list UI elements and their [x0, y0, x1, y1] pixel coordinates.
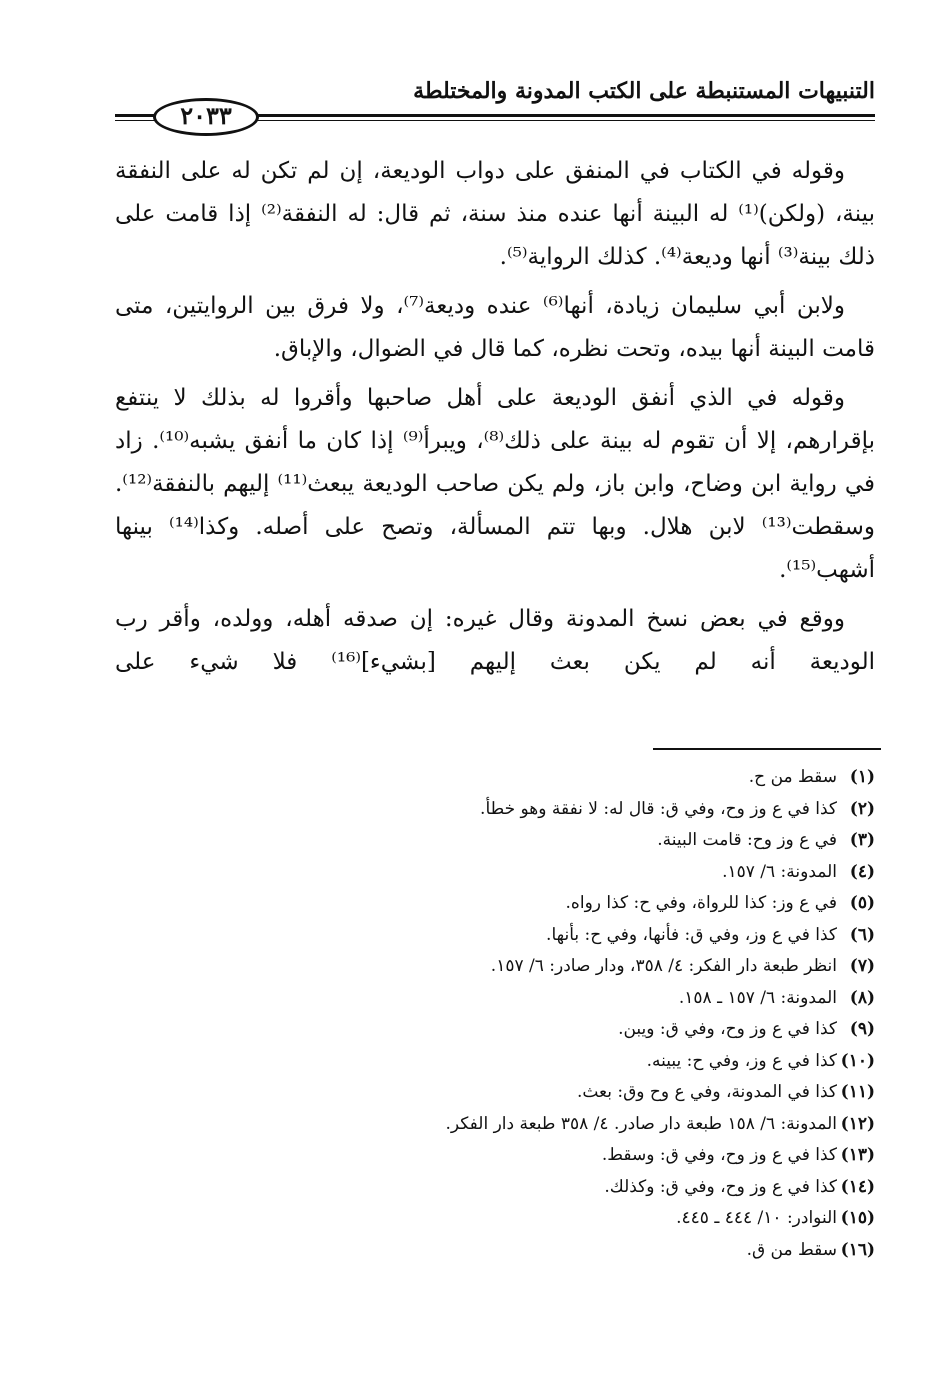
main-text [115, 150, 875, 690]
footnote-text: كذا في ع وز وح، وفي ق: وكذلك. [604, 1176, 837, 1197]
footnote-12 [115, 1109, 875, 1141]
footnote-13 [115, 1140, 875, 1172]
footnote-number: (٦) [849, 924, 875, 945]
running-title: التنبيهات المستنبطة على الكتب المدونة والمختلطة [413, 78, 875, 104]
footnote-number: (٤) [849, 861, 875, 882]
footnote-text: كذا في ع وز، وفي ق: فأنها، وفي ح: بأنها. [546, 924, 837, 945]
footnote-text: المدونة: ٦/ ١٥٨ طبعة دار صادر. ٤/ ٣٥٨ طبعة دار الفكر. [445, 1113, 837, 1134]
footnote-number: (١٤) [840, 1176, 875, 1197]
footnote-10 [115, 1046, 875, 1078]
footnote-4 [115, 857, 875, 889]
footnote-11 [115, 1077, 875, 1109]
footnote-text: في ع وز وح: قامت البينة. [657, 830, 837, 850]
footnote-3 [115, 825, 875, 857]
footnote-5 [115, 888, 875, 920]
footnote-number: (١٥) [840, 1208, 875, 1228]
footnote-text: المدونة: ٦/ ١٥٧ ـ ١٥٨. [678, 987, 837, 1008]
footnote-number: (١٦) [840, 1239, 875, 1260]
footnote-number: (١١) [840, 1082, 875, 1102]
footnote-8 [115, 983, 875, 1015]
footnotes [115, 762, 875, 1266]
footnote-text: سقط من ق. [746, 1239, 837, 1260]
footnote-separator [653, 748, 881, 750]
footnote-number: (٣) [849, 830, 875, 850]
footnote-6 [115, 920, 875, 952]
footnote-number: (٨) [849, 987, 875, 1008]
footnote-2 [115, 794, 875, 826]
footnote-number: (٧) [849, 956, 875, 976]
footnote-14 [115, 1172, 875, 1204]
footnote-15 [115, 1203, 875, 1235]
footnote-text: في ع وز: كذا للرواة، وفي ح: كذا رواه. [565, 893, 837, 913]
footnote-number: (٢) [849, 798, 875, 819]
footnote-16 [115, 1235, 875, 1267]
footnote-number: (٩) [849, 1019, 875, 1039]
footnote-text: كذا في المدونة، وفي ع وح وق: بعث. [576, 1082, 837, 1102]
paragraph-2: ولابن أبي سليمان زيادة، أنها⁽⁶⁾ عنده وديعة⁽⁷⁾، ولا فرق بين الروايتين، متى قامت البينة أنها بيده، وتحت نظره، كما قال في الضوال، والإباق. [115, 293, 875, 362]
footnote-1 [115, 762, 875, 794]
footnote-number: (١٢) [840, 1113, 875, 1134]
footnote-text: سقط من ح. [748, 767, 837, 787]
paragraph-3: وقوله في الذي أنفق الوديعة على أهل صاحبها وأقروا له بذلك لا ينتفع بإقرارهم، إلا أن تقوم له بينة على ذلك⁽⁸⁾، ويبرأ⁽⁹⁾ إذا كان ما أنفق يشبه⁽¹⁰⁾. زاد في رواية ابن وضاح، وابن باز، ولم يكن صاحب الوديعة يبعث⁽¹¹⁾ إليهم بالنفقة⁽¹²⁾. وسقطت⁽¹³⁾ لابن هلال. وبها تتم المسألة، وتصح على أصله. وكذا⁽¹⁴⁾ بينها أشهب⁽¹⁵⁾. [115, 385, 876, 583]
footnote-text: انظر طبعة دار الفكر: ٤/ ٣٥٨، ودار صادر: ٦/ ١٥٧. [490, 956, 837, 976]
footnote-number: (١٣) [840, 1145, 875, 1165]
footnote-text: كذا في ع وز، وفي ح: يبينه. [646, 1050, 837, 1071]
footnote-text: المدونة: ٦/ ١٥٧. [722, 861, 837, 882]
page-number-badge: ٢٠٣٣ [153, 98, 259, 136]
footnote-text: النوادر: ١٠/ ٤٤٤ ـ ٤٤٥. [676, 1208, 837, 1228]
footnote-7 [115, 951, 875, 983]
footnote-number: (٥) [849, 893, 875, 913]
paragraph-4: ووقع في بعض نسخ المدونة وقال غيره: إن صدقه أهله، وولده، وأقر رب الوديعة أنه لم يكن بعث إليهم [بشيء]⁽¹⁶⁾ فلا شيء على [115, 606, 875, 675]
footnote-number: (١٠) [840, 1050, 875, 1071]
footnote-text: كذا في ع وز وح، وفي ق: ويبن. [618, 1019, 837, 1039]
paragraph-1: وقوله في الكتاب في المنفق على دواب الوديعة، إن لم تكن له على النفقة بينة، (ولكن)⁽¹⁾ له البينة أنها عنده منذ سنة، ثم قال: له النفقة⁽²⁾ إذا قامت على ذلك بينة⁽³⁾ أنها وديعة⁽⁴⁾. كذلك الرواية⁽⁵⁾. [115, 158, 875, 270]
footnote-text: كذا في ع وز وح، وفي ق: قال له: لا نفقة وهو خطأ. [480, 798, 837, 819]
footnote-9 [115, 1014, 875, 1046]
footnote-text: كذا في ع وز وح، وفي ق: وسقط. [601, 1145, 837, 1165]
footnote-number: (١) [849, 767, 875, 787]
page-header [115, 72, 875, 132]
